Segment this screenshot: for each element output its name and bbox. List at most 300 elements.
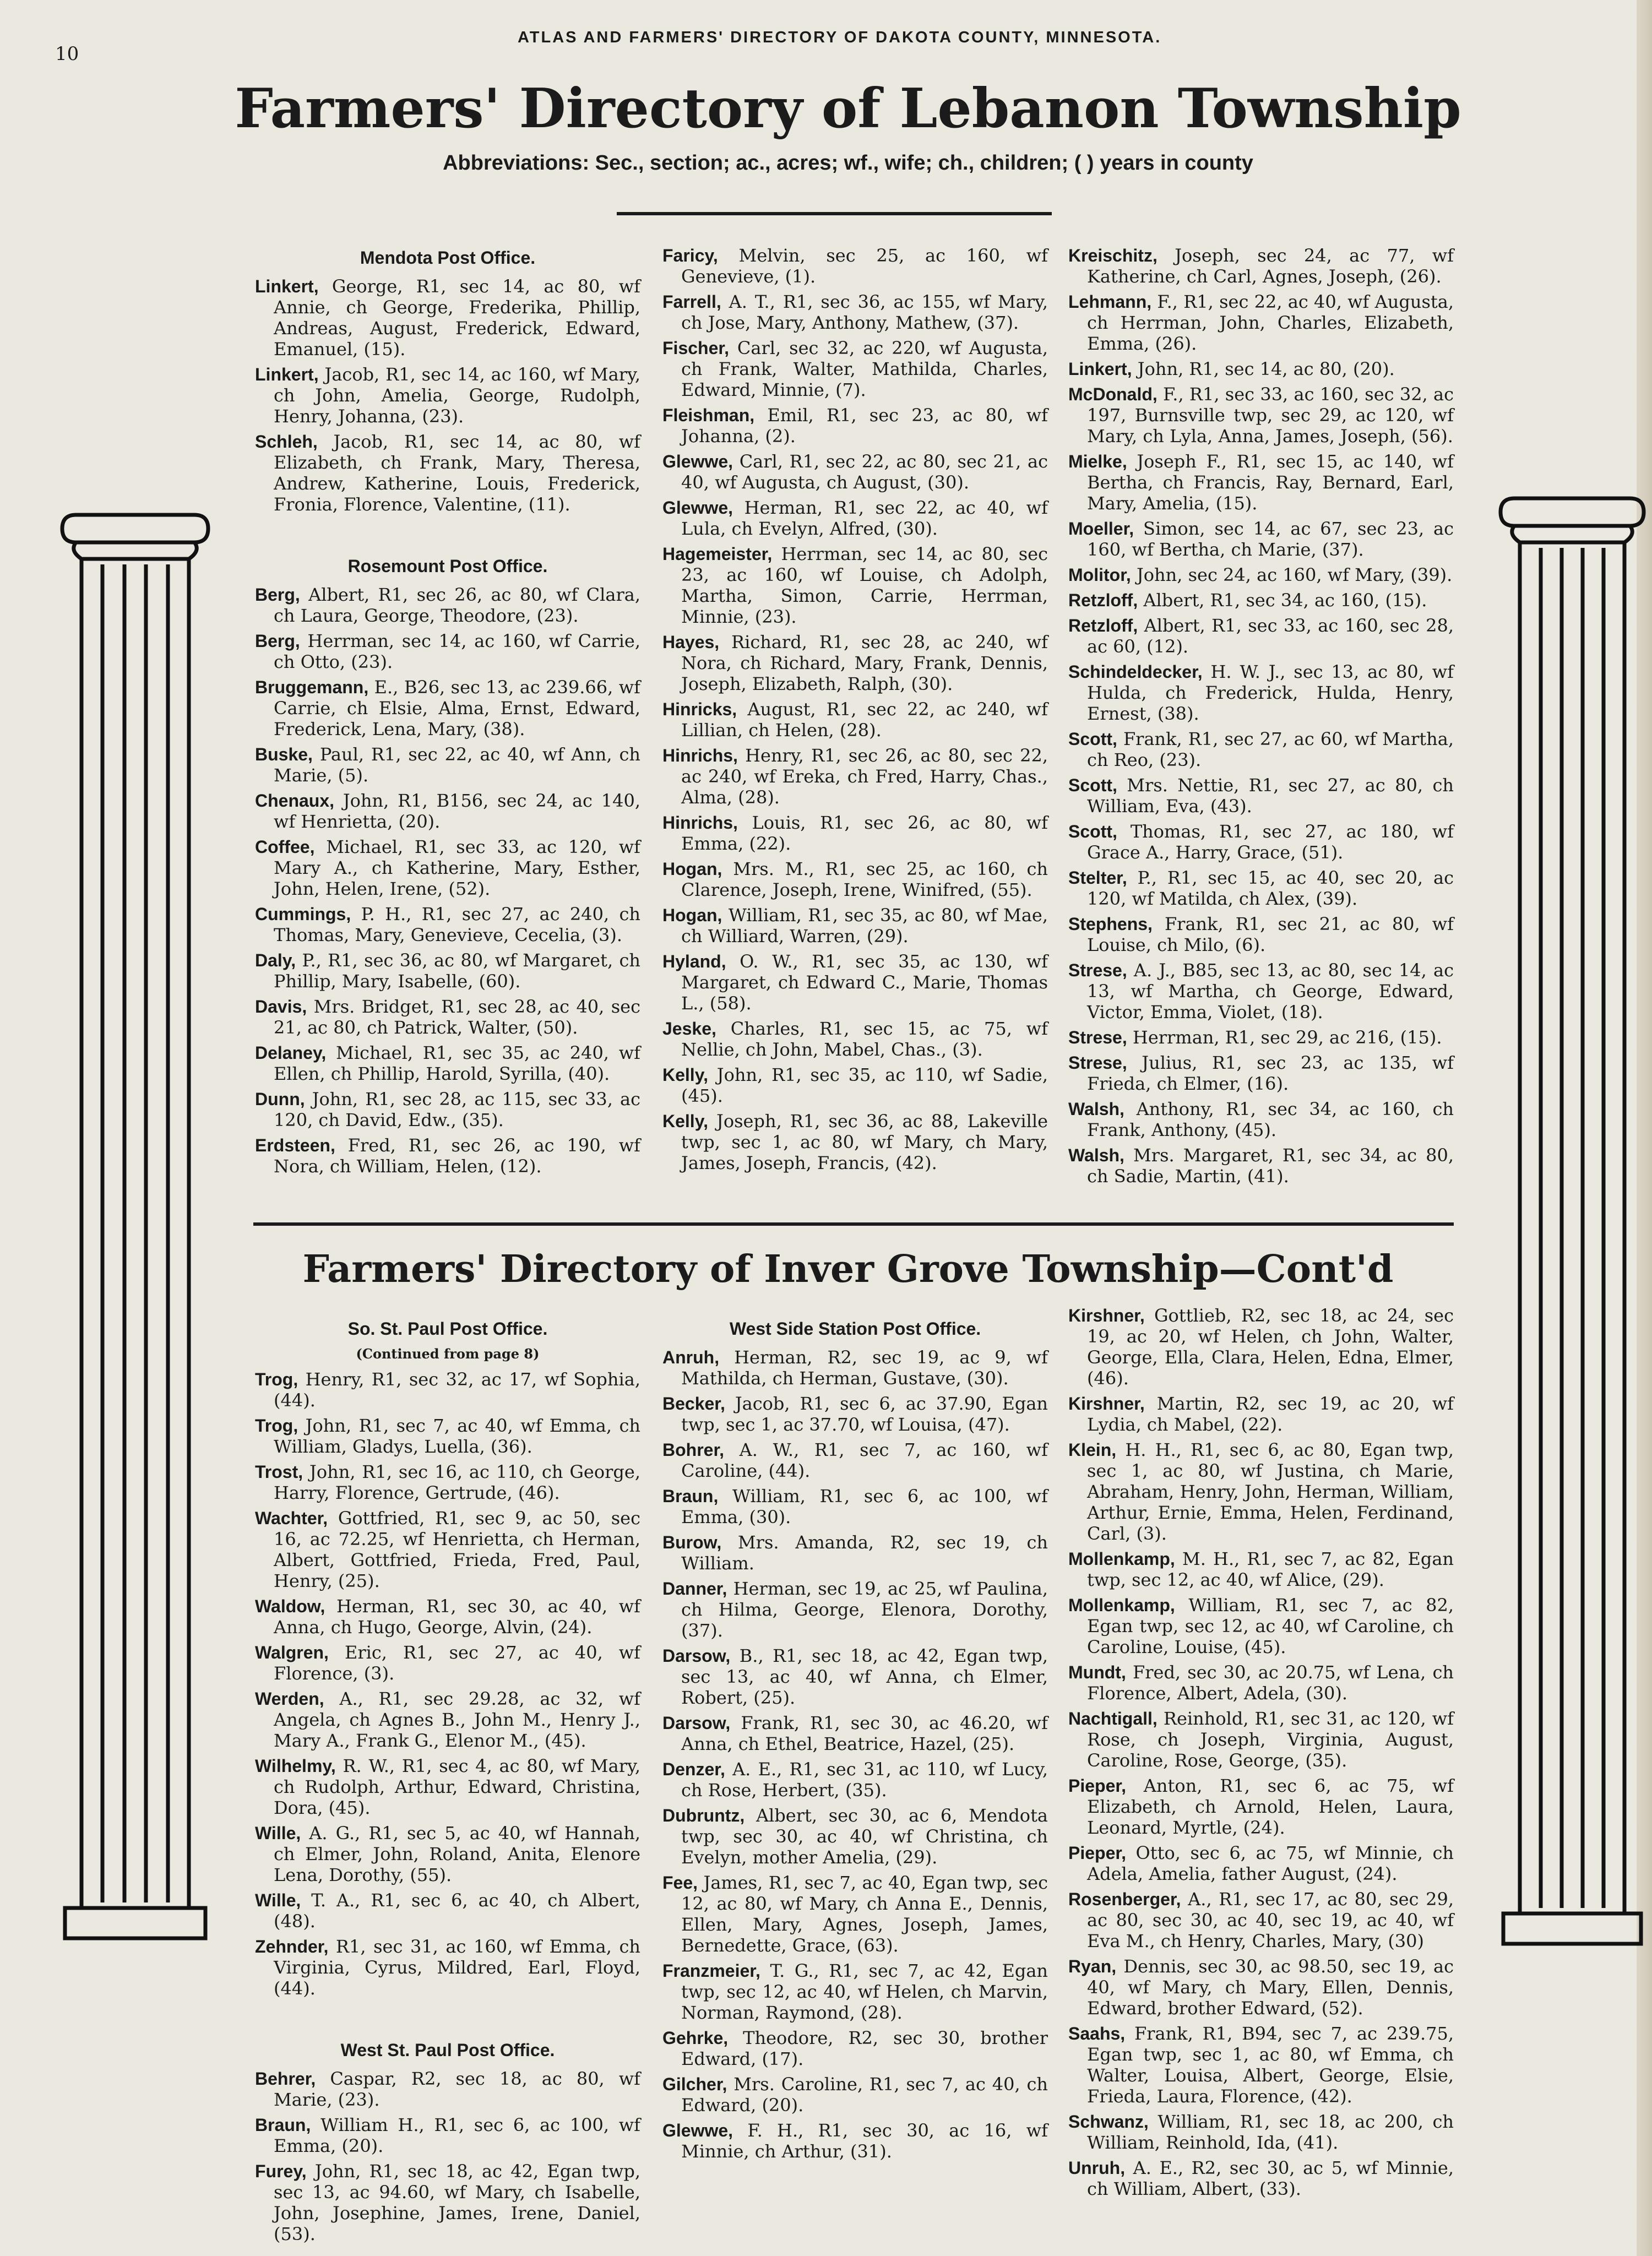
inver-column-3 — [1068, 1305, 1454, 2204]
surname: Wilhelmy, — [255, 1756, 336, 1776]
entry-text: T. A., R1, sec 6, ac 40, ch Albert, (48). — [274, 1890, 640, 1932]
surname: Wachter, — [255, 1508, 328, 1528]
directory-entry — [255, 950, 640, 992]
directory-entry — [255, 1688, 640, 1751]
entry-text: Herman, R2, sec 19, ac 9, wf Mathilda, ch Herman, Gustave, (30). — [681, 1347, 1048, 1389]
surname: Schleh, — [255, 432, 318, 452]
surname: Darsow, — [662, 1713, 731, 1733]
directory-entry — [255, 1936, 640, 1999]
inver-column-1 — [255, 1316, 640, 2249]
directory-entry — [255, 996, 640, 1038]
directory-entry — [255, 1642, 640, 1684]
directory-entry — [662, 2120, 1048, 2162]
surname: Berg, — [255, 631, 300, 651]
directory-entry — [1068, 1548, 1454, 1590]
running-head: ATLAS AND FARMERS' DIRECTORY OF DAKOTA COUNTY, MINNESOTA. — [518, 29, 1162, 46]
directory-entry — [1068, 590, 1454, 611]
post-office-heading: So. St. Paul Post Office. — [347, 1319, 548, 1339]
surname: Behrer, — [255, 2069, 316, 2089]
entry-text: Frank, R1, sec 30, ac 46.20, wf Anna, ch Ethel, Beatrice, Hazel, (25). — [681, 1713, 1048, 1754]
surname: Faricy, — [662, 246, 718, 265]
entry-text: Richard, R1, sec 28, ac 240, wf Nora, ch Richard, Mary, Frank, Dennis, Joseph, Elizabeth, Ralph, (30). — [681, 632, 1048, 694]
entry-text: Michael, R1, sec 33, ac 120, wf Mary A., ch Katherine, Mary, Esther, John, Helen, Irene, (52). — [274, 836, 640, 899]
directory-entry — [1068, 1099, 1454, 1140]
entry-text: P. H., R1, sec 27, ac 240, ch Thomas, Mary, Genevieve, Cecelia, (3). — [274, 904, 640, 945]
surname: Retzloff, — [1068, 616, 1138, 635]
surname: Moeller, — [1068, 519, 1134, 539]
surname: Scott, — [1068, 822, 1117, 841]
surname: Mundt, — [1068, 1662, 1126, 1682]
surname: Stephens, — [1068, 914, 1153, 934]
directory-entry — [662, 1759, 1048, 1801]
directory-entry — [255, 2114, 640, 2156]
entry-text: George, R1, sec 14, ac 80, wf Annie, ch George, Frederika, Phillip, Andreas, August, Frederick, Edward, Emanuel, (15). — [274, 276, 640, 360]
surname: Mollenkamp, — [1068, 1549, 1175, 1569]
directory-entry — [255, 1135, 640, 1177]
directory-entry — [1068, 291, 1454, 354]
surname: Hyland, — [662, 952, 726, 971]
post-office-heading: West Side Station Post Office. — [729, 1319, 981, 1339]
entry-text: A. G., R1, sec 5, ac 40, wf Hannah, ch Elmer, John, Roland, Anita, Elenore Lena, Dorothy, (55). — [274, 1823, 640, 1885]
surname: Hagemeister, — [662, 544, 773, 564]
surname: Cummings, — [255, 904, 351, 924]
entry-text: William H., R1, sec 6, ac 100, wf Emma, (20). — [274, 2114, 640, 2156]
entry-text: Joseph F., R1, sec 15, ac 140, wf Bertha, ch Francis, Ray, Bernard, Earl, Mary, Amelia, (15). — [1087, 451, 1454, 514]
entry-text: A. W., R1, sec 7, ac 160, wf Caroline, (44). — [681, 1439, 1048, 1481]
entry-text: Jacob, R1, sec 14, ac 160, wf Mary, ch John, Amelia, George, Rudolph, Henry, Johanna, (23). — [274, 364, 640, 427]
directory-entry — [1068, 775, 1454, 817]
surname: Denzer, — [662, 1759, 725, 1779]
directory-entry — [1068, 960, 1454, 1023]
entry-text: Anthony, R1, sec 34, ac 160, ch Frank, Anthony, (45). — [1087, 1099, 1454, 1140]
entry-text: A. J., B85, sec 13, ac 80, sec 14, ac 13, wf Martha, ch George, Edward, Victor, Emma, Violet, (18). — [1087, 960, 1454, 1023]
surname: Pieper, — [1068, 1843, 1126, 1863]
entry-text: Henry, R1, sec 26, ac 80, sec 22, ac 240, wf Ereka, ch Fred, Harry, Chas., Alma, (28). — [681, 745, 1048, 808]
surname: Dunn, — [255, 1089, 305, 1109]
directory-entry — [1068, 914, 1454, 955]
entry-text: A., R1, sec 29.28, ac 32, wf Angela, ch Agnes B., John M., Henry J., Mary A., Frank G., Elenor M., (45). — [274, 1688, 640, 1751]
surname: Chenaux, — [255, 791, 335, 811]
surname: Pieper, — [1068, 1776, 1126, 1796]
post-office-heading: West St. Paul Post Office. — [340, 2040, 555, 2060]
entry-text: Albert, R1, sec 34, ac 160, (15). — [1138, 590, 1427, 611]
surname: Linkert, — [1068, 359, 1132, 379]
directory-entry — [255, 431, 640, 515]
directory-entry — [662, 745, 1048, 808]
surname: Gilcher, — [662, 2074, 727, 2094]
surname: Kreischitz, — [1068, 246, 1158, 265]
continued-note: (Continued from page 8) — [356, 1346, 540, 1362]
directory-entry — [662, 1111, 1048, 1173]
entry-text: Mrs. Amanda, R2, sec 19, ch William. — [681, 1532, 1048, 1574]
surname: Davis, — [255, 997, 307, 1016]
surname: Kelly, — [662, 1065, 708, 1085]
directory-entry — [662, 245, 1048, 287]
surname: Walsh, — [1068, 1099, 1124, 1119]
directory-entry — [1068, 451, 1454, 514]
directory-entry — [1068, 867, 1454, 909]
surname: Nachtigall, — [1068, 1709, 1158, 1728]
entry-text: Carl, R1, sec 22, ac 80, sec 21, ac 40, wf Augusta, ch August, (30). — [681, 451, 1048, 493]
directory-entry — [255, 677, 640, 740]
directory-entry — [662, 291, 1048, 333]
entry-text: Mrs. Nettie, R1, sec 27, ac 80, ch William, Eva, (43). — [1087, 775, 1454, 817]
directory-entry — [662, 1960, 1048, 2023]
surname: Glewwe, — [662, 498, 733, 518]
surname: Burow, — [662, 1532, 722, 1552]
surname: Schwanz, — [1068, 2112, 1149, 2132]
section-divider — [253, 1222, 1454, 1226]
surname: Hinrichs, — [662, 813, 738, 833]
title-rule — [617, 212, 1052, 215]
entry-text: Anton, R1, sec 6, ac 75, wf Elizabeth, ch Arnold, Helen, Laura, Leonard, Myrtle, (24). — [1087, 1775, 1454, 1838]
inver-column-2 — [662, 1316, 1048, 2166]
directory-entry — [1068, 1052, 1454, 1094]
directory-entry — [1068, 661, 1454, 724]
directory-entry — [1068, 2023, 1454, 2107]
lebanon-column-1 — [255, 245, 640, 1181]
surname: Berg, — [255, 585, 300, 605]
surname: Furey, — [255, 2161, 307, 2181]
entry-text: A. T., R1, sec 36, ac 155, wf Mary, ch Jose, Mary, Anthony, Mathew, (37). — [681, 291, 1048, 333]
surname: Bruggemann, — [255, 677, 369, 697]
directory-entry — [1068, 615, 1454, 657]
directory-entry — [255, 1415, 640, 1457]
surname: Wille, — [255, 1823, 301, 1843]
entry-text: Otto, sec 6, ac 75, wf Minnie, ch Adela, Amelia, father August, (24). — [1087, 1842, 1454, 1884]
directory-entry — [1068, 2157, 1454, 2199]
directory-entry — [1068, 1145, 1454, 1187]
directory-entry — [662, 1872, 1048, 1956]
entry-text: John, sec 24, ac 160, wf Mary, (39). — [1131, 564, 1453, 585]
directory-entry — [662, 497, 1048, 539]
entry-text: Julius, R1, sec 23, ac 135, wf Frieda, ch Elmer, (16). — [1087, 1052, 1454, 1094]
entry-text: Fred, R1, sec 26, ac 190, wf Nora, ch William, Helen, (12). — [274, 1135, 640, 1177]
entry-text: F. H., R1, sec 30, ac 16, wf Minnie, ch Arthur, (31). — [681, 2120, 1048, 2162]
surname: Scott, — [1068, 729, 1117, 749]
entry-text: Martin, R2, sec 19, ac 20, wf Lydia, ch Mabel, (22). — [1087, 1393, 1454, 1435]
surname: Jeske, — [662, 1019, 716, 1039]
directory-entry — [255, 744, 640, 786]
entry-text: John, R1, sec 35, ac 110, wf Sadie, (45). — [681, 1064, 1048, 1106]
surname: Strese, — [1068, 960, 1127, 980]
surname: Waldow, — [255, 1596, 325, 1616]
surname: Fischer, — [662, 338, 729, 358]
directory-entry — [255, 1823, 640, 1885]
surname: Hogan, — [662, 905, 722, 925]
surname: Zehnder, — [255, 1937, 329, 1956]
surname: McDonald, — [1068, 384, 1158, 404]
surname: Franzmeier, — [662, 1961, 760, 1981]
entry-text: William, R1, sec 18, ac 200, ch William, Reinhold, Ida, (41). — [1087, 2111, 1454, 2153]
surname: Becker, — [662, 1394, 725, 1414]
surname: Schindeldecker, — [1068, 662, 1203, 682]
directory-entry — [1068, 1708, 1454, 1771]
directory-entry — [662, 2074, 1048, 2116]
entry-text: O. W., R1, sec 35, ac 130, wf Margaret, ch Edward C., Marie, Thomas L., (58). — [681, 951, 1048, 1014]
abbreviations-line: Abbreviations: Sec., section; ac., acres; wf., wife; ch., children; ( ) years in county — [443, 151, 1253, 175]
directory-entry — [1068, 1842, 1454, 1884]
entry-text: William, R1, sec 6, ac 100, wf Emma, (30). — [681, 1486, 1048, 1527]
entry-text: A. E., R2, sec 30, ac 5, wf Minnie, ch William, Albert, (33). — [1087, 2157, 1454, 2199]
entry-text: Herrman, sec 14, ac 80, sec 23, ac 160, wf Louise, ch Adolph, Martha, Simon, Carrie, Herrman, Minnie, (23). — [681, 543, 1048, 627]
surname: Glewwe, — [662, 452, 733, 471]
directory-entry — [662, 1645, 1048, 1708]
surname: Hinricks, — [662, 699, 737, 719]
entry-text: William, R1, sec 7, ac 82, Egan twp, sec 12, ac 40, wf Caroline, ch Caroline, Louise, (45). — [1087, 1595, 1454, 1657]
entry-text: P., R1, sec 36, ac 80, wf Margaret, ch Phillip, Mary, Isabelle, (60). — [274, 950, 640, 992]
entry-text: Mrs. Bridget, R1, sec 28, ac 40, sec 21, ac 80, ch Patrick, Walter, (50). — [274, 996, 640, 1038]
entry-text: Carl, sec 32, ac 220, wf Augusta, ch Frank, Walter, Mathilda, Charles, Edward, Minnie, (7). — [681, 338, 1048, 400]
entry-text: John, R1, sec 28, ac 115, sec 33, ac 120, ch David, Edw., (35). — [274, 1089, 640, 1130]
directory-entry — [662, 1393, 1048, 1435]
directory-entry — [1068, 1956, 1454, 2019]
directory-entry — [662, 1347, 1048, 1389]
entry-text: B., R1, sec 18, ac 42, Egan twp, sec 13, ac 40, wf Anna, ch Elmer, Robert, (25). — [681, 1645, 1048, 1708]
entry-text: M. H., R1, sec 7, ac 82, Egan twp, sec 12, ac 40, wf Alice, (29). — [1087, 1548, 1454, 1590]
section-title: Farmers' Directory of Inver Grove Township—Cont'd — [302, 1247, 1394, 1291]
surname: Bohrer, — [662, 1440, 725, 1460]
surname: Strese, — [1068, 1053, 1127, 1073]
surname: Delaney, — [255, 1043, 327, 1063]
directory-entry — [662, 1064, 1048, 1106]
entry-text: F., R1, sec 33, ac 160, sec 32, ac 197, Burnsville twp, sec 29, ac 120, wf Mary, ch Lyla, Anna, James, Joseph, (56). — [1087, 384, 1454, 447]
entry-text: Henry, R1, sec 32, ac 17, wf Sophia, (44). — [274, 1369, 640, 1411]
entry-text: Paul, R1, sec 22, ac 40, wf Ann, ch Marie, (5). — [274, 744, 640, 786]
entry-text: F., R1, sec 22, ac 40, wf Augusta, ch Herrman, John, Charles, Elizabeth, Emma, (26). — [1087, 291, 1454, 354]
entry-text: John, R1, sec 14, ac 80, (20). — [1132, 358, 1395, 379]
directory-entry — [1068, 2111, 1454, 2153]
surname: Gehrke, — [662, 2028, 729, 2048]
entry-text: H. W. J., sec 13, ac 80, wf Hulda, ch Frederick, Hulda, Henry, Ernest, (38). — [1087, 661, 1454, 724]
directory-entry — [1068, 564, 1454, 585]
directory-entry — [662, 1713, 1048, 1754]
entry-text: Eric, R1, sec 27, ac 40, wf Florence, (3). — [274, 1642, 640, 1684]
surname: Rosenberger, — [1068, 1889, 1181, 1909]
directory-entry — [255, 584, 640, 626]
entry-text: Albert, R1, sec 26, ac 80, wf Clara, ch Laura, George, Theodore, (23). — [274, 584, 640, 626]
entry-text: Charles, R1, sec 15, ac 75, wf Nellie, ch John, Mabel, Chas., (3). — [681, 1018, 1048, 1060]
surname: Braun, — [662, 1486, 719, 1506]
entry-text: Emil, R1, sec 23, ac 80, wf Johanna, (2). — [681, 405, 1048, 447]
surname: Farrell, — [662, 292, 721, 312]
surname: Darsow, — [662, 1646, 731, 1666]
directory-entry — [255, 1461, 640, 1503]
entry-text: H. H., R1, sec 6, ac 80, Egan twp, sec 1, ac 80, wf Justina, ch Marie, Abraham, Henry, John, Herman, William, Arthur, Ernie, Emma, Helen, Ferdinand, Carl, (3). — [1087, 1439, 1454, 1544]
entry-text: William, R1, sec 35, ac 80, wf Mae, ch Williard, Warren, (29). — [681, 905, 1048, 947]
surname: Molitor, — [1068, 565, 1131, 585]
entry-text: Albert, sec 30, ac 6, Mendota twp, sec 30, ac 40, wf Christina, ch Evelyn, mother Amelia, (29). — [681, 1805, 1048, 1868]
page-number: 10 — [55, 43, 79, 65]
lebanon-column-2 — [662, 245, 1048, 1178]
directory-entry — [662, 405, 1048, 447]
surname: Saahs, — [1068, 2024, 1126, 2043]
entry-text: Herman, R1, sec 30, ac 40, wf Anna, ch Hugo, George, Alvin, (24). — [274, 1596, 640, 1638]
post-office-heading: Rosemount Post Office. — [347, 556, 548, 576]
directory-entry — [255, 1089, 640, 1130]
surname: Wille, — [255, 1890, 301, 1910]
surname: Werden, — [255, 1689, 324, 1709]
surname: Mielke, — [1068, 452, 1127, 471]
directory-entry — [662, 905, 1048, 947]
entry-text: Mrs. Margaret, R1, sec 34, ac 80, ch Sadie, Martin, (41). — [1087, 1145, 1454, 1187]
surname: Strese, — [1068, 1028, 1127, 1047]
right-pillar-icon — [1498, 496, 1646, 1949]
directory-entry — [1068, 245, 1454, 287]
surname: Trog, — [255, 1369, 298, 1389]
directory-entry — [662, 632, 1048, 694]
entry-text: E., B26, sec 13, ac 239.66, wf Carrie, ch Elsie, Alma, Ernst, Edward, Frederick, Lena, Mary, (38). — [274, 677, 640, 740]
directory-entry — [1068, 1393, 1454, 1435]
directory-entry — [255, 904, 640, 945]
entry-text: Gottlieb, R2, sec 18, ac 24, sec 19, ac 20, wf Helen, ch John, Walter, George, Ella, Clara, Helen, Edna, Elmer, (46). — [1087, 1305, 1454, 1389]
surname: Unruh, — [1068, 2158, 1126, 2178]
surname: Hayes, — [662, 632, 720, 652]
directory-entry — [662, 1578, 1048, 1641]
entry-text: Jacob, R1, sec 14, ac 80, wf Elizabeth, ch Frank, Mary, Theresa, Andrew, Katherine, Louis, Frederick, Fronia, Florence, Valentine, (11). — [274, 431, 640, 515]
directory-entry — [1068, 518, 1454, 560]
surname: Glewwe, — [662, 2121, 733, 2140]
entry-text: James, R1, sec 7, ac 40, Egan twp, sec 12, ac 80, wf Mary, ch Anna E., Dennis, Ellen, Mary, Agnes, Joseph, James, Bernedette, Grace, (63). — [681, 1872, 1048, 1956]
directory-entry — [255, 1042, 640, 1084]
directory-entry — [255, 1508, 640, 1591]
entry-text: Melvin, sec 25, ac 160, wf Genevieve, (1). — [681, 245, 1048, 287]
surname: Trost, — [255, 1462, 303, 1482]
entry-text: John, R1, sec 16, ac 110, ch George, Harry, Florence, Gertrude, (46). — [274, 1461, 640, 1503]
entry-text: A. E., R1, sec 31, ac 110, wf Lucy, ch Rose, Herbert, (35). — [681, 1759, 1048, 1801]
directory-entry — [662, 1805, 1048, 1868]
surname: Hinrichs, — [662, 746, 738, 765]
entry-text: P., R1, sec 15, ac 40, sec 20, ac 120, wf Matilda, ch Alex, (39). — [1087, 867, 1454, 909]
surname: Dubruntz, — [662, 1806, 745, 1825]
surname: Lehmann, — [1068, 292, 1152, 312]
directory-entry — [662, 1018, 1048, 1060]
surname: Hogan, — [662, 859, 722, 879]
directory-entry — [1068, 1662, 1454, 1704]
entry-text: Gottfried, R1, sec 9, ac 50, sec 16, ac 72.25, wf Henrietta, ch Herman, Albert, Gottfried, Frieda, Fred, Paul, Henry, (25). — [274, 1508, 640, 1591]
directory-entry — [662, 1439, 1048, 1481]
directory-entry — [255, 1755, 640, 1818]
surname: Trog, — [255, 1416, 298, 1436]
directory-entry — [255, 790, 640, 832]
surname: Danner, — [662, 1579, 727, 1599]
directory-entry — [255, 630, 640, 672]
entry-text: Joseph, R1, sec 36, ac 88, Lakeville twp, sec 1, ac 80, wf Mary, ch Mary, James, Joseph, Francis, (42). — [681, 1111, 1048, 1173]
directory-entry — [255, 1596, 640, 1638]
directory-entry — [1068, 358, 1454, 379]
entry-text: John, R1, B156, sec 24, ac 140, wf Henrietta, (20). — [274, 790, 640, 832]
directory-entry — [255, 364, 640, 427]
directory-entry — [1068, 1027, 1454, 1048]
lebanon-column-3 — [1068, 245, 1454, 1191]
entry-text: Herman, sec 19, ac 25, wf Paulina, ch Hilma, George, Elenora, Dorothy, (37). — [681, 1578, 1048, 1641]
entry-text: Dennis, sec 30, ac 98.50, sec 19, ac 40, wf Mary, ch Mary, Ellen, Dennis, Edward, brother Edward, (52). — [1087, 1956, 1454, 2019]
surname: Scott, — [1068, 775, 1117, 795]
directory-entry — [1068, 1889, 1454, 1951]
directory-entry — [1068, 384, 1454, 447]
directory-entry — [1068, 821, 1454, 863]
entry-text: Jacob, R1, sec 6, ac 37.90, Egan twp, sec 1, ac 37.70, wf Louisa, (47). — [681, 1393, 1048, 1435]
surname: Linkert, — [255, 276, 319, 296]
surname: Mollenkamp, — [1068, 1595, 1175, 1615]
directory-entry — [255, 2161, 640, 2244]
entry-text: Theodore, R2, sec 30, brother Edward, (17). — [681, 2027, 1048, 2069]
directory-entry — [662, 2027, 1048, 2069]
entry-text: Herman, R1, sec 22, ac 40, wf Lula, ch Evelyn, Alfred, (30). — [681, 497, 1048, 539]
post-office-heading: Mendota Post Office. — [360, 248, 536, 268]
directory-entry — [662, 543, 1048, 627]
directory-entry — [255, 276, 640, 360]
directory-entry — [255, 2068, 640, 2110]
directory-entry — [662, 812, 1048, 854]
entry-text: T. G., R1, sec 7, ac 42, Egan twp, sec 12, ac 40, wf Helen, ch Marvin, Norman, Raymond, (28). — [681, 1960, 1048, 2023]
surname: Stelter, — [1068, 868, 1127, 888]
entry-text: Mrs. M., R1, sec 25, ac 160, ch Clarence, Joseph, Irene, Winifred, (55). — [681, 858, 1048, 900]
entry-text: Albert, R1, sec 33, ac 160, sec 28, ac 60, (12). — [1087, 615, 1454, 657]
directory-entry — [662, 1532, 1048, 1574]
directory-entry — [1068, 1775, 1454, 1838]
surname: Braun, — [255, 2115, 311, 2135]
entry-text: Fred, sec 30, ac 20.75, wf Lena, ch Florence, Albert, Adela, (30). — [1087, 1662, 1454, 1704]
directory-entry — [662, 699, 1048, 741]
entry-text: R1, sec 31, ac 160, wf Emma, ch Virginia, Cyrus, Mildred, Earl, Floyd, (44). — [274, 1936, 640, 1999]
directory-entry — [1068, 1439, 1454, 1544]
entry-text: Reinhold, R1, sec 31, ac 120, wf Rose, ch Joseph, Virginia, August, Caroline, Rose, George, (35). — [1087, 1708, 1454, 1771]
entry-text: John, R1, sec 7, ac 40, wf Emma, ch William, Gladys, Luella, (36). — [274, 1415, 640, 1457]
surname: Anruh, — [662, 1347, 720, 1367]
entry-text: Frank, R1, B94, sec 7, ac 239.75, Egan twp, sec 1, ac 80, wf Emma, ch Walter, Louisa, Albert, George, Elsie, Frieda, Laura, Florence, (42). — [1087, 2023, 1454, 2107]
surname: Fee, — [662, 1873, 698, 1893]
entry-text: John, R1, sec 18, ac 42, Egan twp, sec 13, ac 94.60, wf Mary, ch Isabelle, John, Josephine, James, Irene, Daniel, (53). — [274, 2161, 640, 2244]
directory-entry — [662, 951, 1048, 1014]
entry-text: Simon, sec 14, ac 67, sec 23, ac 160, wf Bertha, ch Marie, (37). — [1087, 518, 1454, 560]
surname: Kirshner, — [1068, 1394, 1145, 1414]
directory-entry — [255, 1890, 640, 1932]
left-pillar-icon — [59, 512, 211, 1944]
surname: Daly, — [255, 950, 296, 970]
entry-text: Herrman, R1, sec 29, ac 216, (15). — [1127, 1027, 1442, 1048]
entry-text: Mrs. Caroline, R1, sec 7, ac 40, ch Edward, (20). — [681, 2074, 1048, 2116]
surname: Kirshner, — [1068, 1306, 1145, 1325]
directory-entry — [1068, 1305, 1454, 1389]
surname: Coffee, — [255, 837, 315, 857]
surname: Ryan, — [1068, 1956, 1117, 1976]
surname: Erdsteen, — [255, 1135, 335, 1155]
entry-text: August, R1, sec 22, ac 240, wf Lillian, ch Helen, (28). — [681, 699, 1048, 741]
directory-entry — [1068, 1595, 1454, 1657]
directory-entry — [662, 338, 1048, 400]
entry-text: R. W., R1, sec 4, ac 80, wf Mary, ch Rudolph, Arthur, Edward, Christina, Dora, (45). — [274, 1755, 640, 1818]
entry-text: Louis, R1, sec 26, ac 80, wf Emma, (22). — [681, 812, 1048, 854]
entry-text: Joseph, sec 24, ac 77, wf Katherine, ch Carl, Agnes, Joseph, (26). — [1087, 245, 1454, 287]
page-title: Farmers' Directory of Lebanon Township — [235, 77, 1461, 140]
entry-text: Frank, R1, sec 21, ac 80, wf Louise, ch Milo, (6). — [1087, 914, 1454, 955]
surname: Buske, — [255, 744, 313, 764]
directory-entry — [255, 836, 640, 899]
entry-text: Thomas, R1, sec 27, ac 180, wf Grace A., Harry, Grace, (51). — [1087, 821, 1454, 863]
directory-entry — [662, 1486, 1048, 1527]
directory-entry — [1068, 729, 1454, 770]
surname: Walgren, — [255, 1643, 329, 1662]
surname: Klein, — [1068, 1440, 1117, 1460]
entry-text: Caspar, R2, sec 18, ac 80, wf Marie, (23). — [274, 2068, 640, 2110]
entry-text: Michael, R1, sec 35, ac 240, wf Ellen, ch Phillip, Harold, Syrilla, (40). — [274, 1042, 640, 1084]
surname: Retzloff, — [1068, 590, 1138, 610]
directory-entry — [662, 451, 1048, 493]
entry-text: A., R1, sec 17, ac 80, sec 29, ac 80, sec 30, ac 40, sec 19, ac 40, wf Eva M., ch Henry, Charles, Mary, (30) — [1087, 1889, 1454, 1951]
surname: Linkert, — [255, 365, 319, 384]
entry-text: Herrman, sec 14, ac 160, wf Carrie, ch Otto, (23). — [274, 630, 640, 672]
